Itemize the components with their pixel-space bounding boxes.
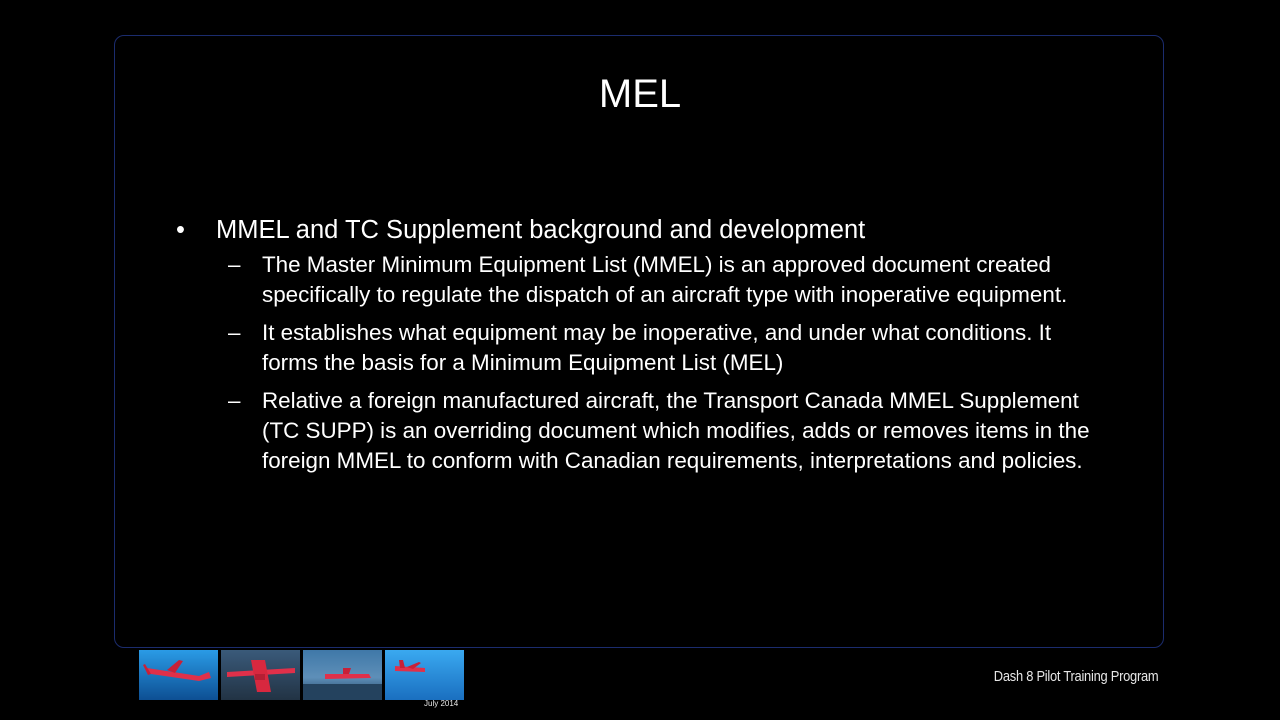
- bullet-item: [172, 214, 1092, 246]
- sub-bullet-item: [172, 318, 1092, 378]
- bullet-text: MMEL and TC Supplement background and development: [216, 216, 866, 244]
- sub-bullet-text: It establishes what equipment may be inoperative, and under what conditions. It forms the basis for a Minimum Equipment List (MEL): [262, 320, 1052, 375]
- footer-program-name: Dash 8 Pilot Training Program: [993, 668, 1158, 685]
- aircraft-photo-2: [221, 650, 300, 700]
- aircraft-photo-1: [139, 650, 218, 700]
- dash-marker: –: [228, 388, 241, 413]
- sub-bullet-item: [172, 386, 1092, 476]
- sub-bullet-text: Relative a foreign manufactured aircraft, the Transport Canada MMEL Supplement (TC SUPP) is an overriding document which modifies, adds or removes items in the foreign MMEL to conform with Canadian requirements, interpretations and policies.: [262, 388, 1090, 473]
- slide-content: [172, 214, 1092, 484]
- bullet-marker: •: [176, 216, 185, 244]
- footer-thumbnail-strip: [139, 650, 464, 700]
- dash-marker: –: [228, 320, 241, 345]
- footer-date: July 2014: [424, 699, 459, 708]
- sub-bullet-text: The Master Minimum Equipment List (MMEL) is an approved document created specifically to regulate the dispatch of an aircraft type with inoperative equipment.: [262, 252, 1068, 307]
- sub-bullet-item: [172, 250, 1092, 310]
- sub-bullet-list: [172, 250, 1092, 476]
- dash-marker: –: [228, 252, 241, 277]
- aircraft-photo-3: [303, 650, 382, 700]
- aircraft-photo-4: [385, 650, 464, 700]
- slide-title: MEL: [598, 72, 682, 116]
